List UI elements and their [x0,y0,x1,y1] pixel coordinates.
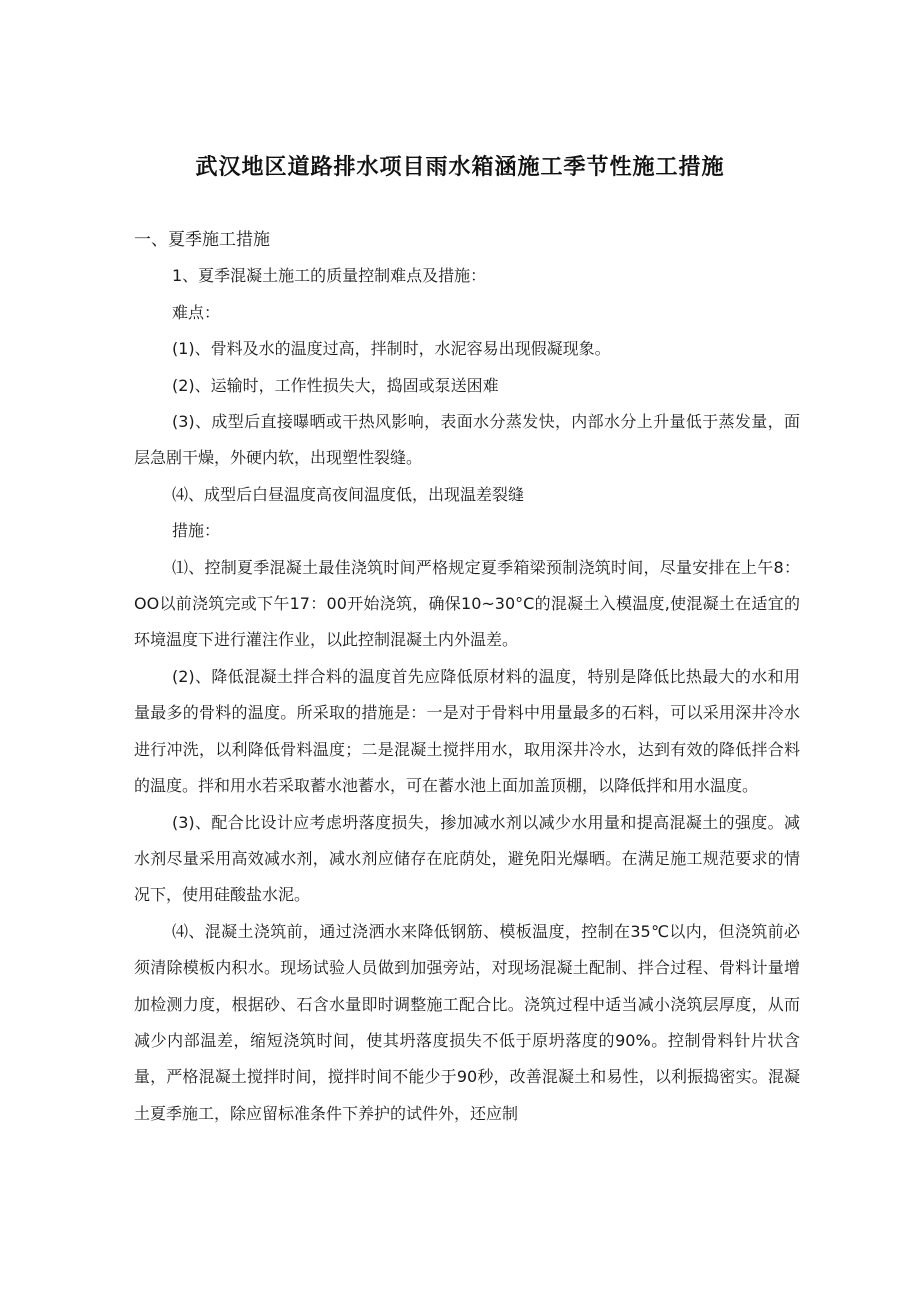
section-heading-summer: 一、夏季施工措施 [134,230,270,250]
measures-label: 措施： [172,521,221,541]
measure-paragraph-1: ⑴、控制夏季混凝土最佳浇筑时间严格规定夏季箱梁预制浇筑时间，尽量安排在上午8：OO以前浇筑完或下午17：00开始浇筑，确保10~30°C的混凝土入模温度,使混凝土在适宜的环境温度下进行灌注作业，以此控制混凝土内外温差。 [134,557,800,650]
difficulty-paragraph-3: (3)、成型后直接曝晒或干热风影响，表面水分蒸发快，内部水分上升量低于蒸发量，面层急剧干燥，外硬内软，出现塑性裂缝。 [134,412,800,468]
measure-paragraph-2: (2)、降低混凝土拌合料的温度首先应降低原材料的温度，特别是降低比热最大的水和用量最多的骨料的温度。所采取的措施是：一是对于骨料中用量最多的石料，可以采用深井冷水进行冲洗，以利降低骨料温度；二是混凝土搅拌用水，取用深井冷水，达到有效的降低拌合料的温度。拌和用水若采取蓄水池蓄水，可在蓄水池上面加盖顶棚，以降低拌和用水温度。 [134,666,800,796]
difficulty-paragraph-4: ⑷、成型后白昼温度高夜间温度低，出现温差裂缝 [172,484,525,504]
difficulty-paragraph-1: (1)、骨料及水的温度过高，拌制时，水泥容易出现假凝现象。 [172,339,611,359]
item-heading-quality-control: 1、夏季混凝土施工的质量控制难点及措施： [172,266,487,286]
document-body [134,222,800,1132]
measure-paragraph-3: (3)、配合比设计应考虑坍落度损失，掺加减水剂以减少水用量和提高混凝土的强度。减水剂尽量采用高效减水剂，减水剂应储存在庇荫处，避免阳光爆晒。在满足施工规范要求的情况下，使用硅酸盐水泥。 [134,812,800,905]
difficulties-label: 难点： [172,302,221,322]
difficulty-paragraph-2: (2)、运输时，工作性损失大，捣固或泵送困难 [172,375,499,395]
document-title: 武汉地区道路排水项目雨水箱涵施工季节性施工措施 [195,155,725,180]
measure-paragraph-4: ⑷、混凝土浇筑前，通过浇洒水来降低钢筋、模板温度，控制在35℃以内，但浇筑前必须清除模板内积水。现场试验人员做到加强旁站，对现场混凝土配制、拌合过程、骨料计量增加检测力度，根据砂、石含水量即时调整施工配合比。浇筑过程中适当减小浇筑层厚度，从而减少内部温差，缩短浇筑时间，使其坍落度损失不低于原坍落度的90%。控制骨料针片状含量，严格混凝土搅拌时间，搅拌时间不能少于90秒，改善混凝土和易性，以利振捣密实。混凝土夏季施工，除应留标准条件下养护的试件外，还应制 [134,921,800,1123]
